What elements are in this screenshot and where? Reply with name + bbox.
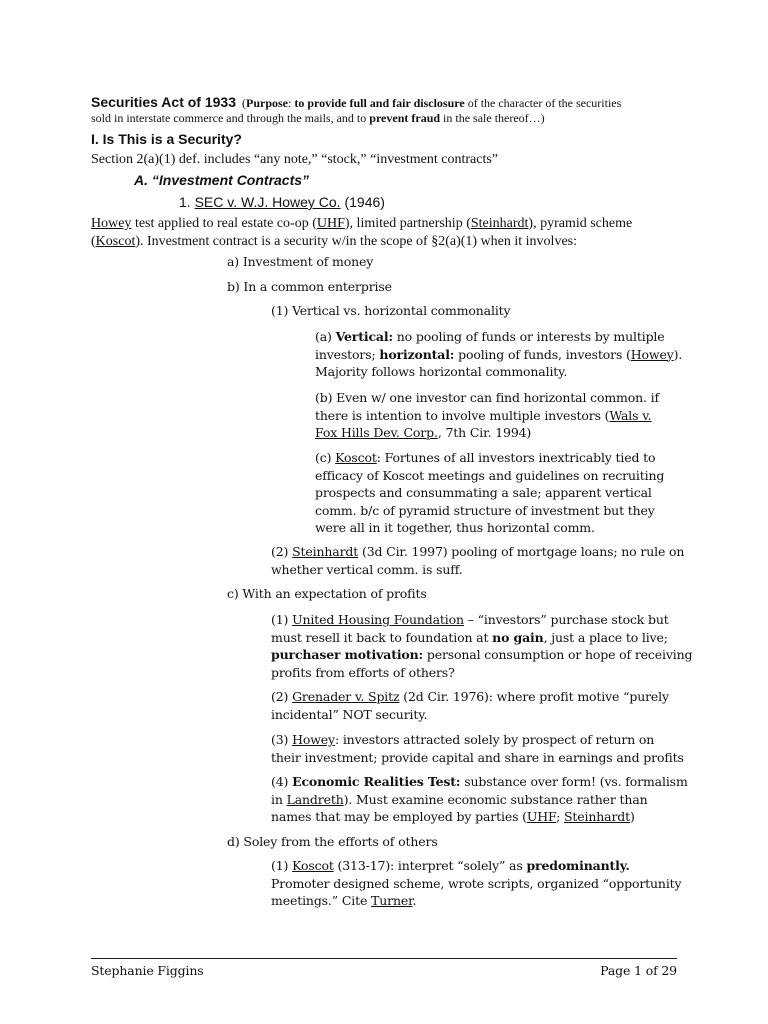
document-title-line: Securities Act of 1933 (Purpose: to provide full and fair disclosure of the character of the securities [91, 94, 622, 110]
footer-page-number: Page 1 of 29 [600, 963, 677, 978]
section-definition: Section 2(a)(1) def. includes “any note,” “stock,” “investment contracts” [91, 152, 499, 167]
outline-item-a: a) Investment of money [227, 254, 374, 269]
document-title-line-2: sold in interstate commerce and through the mails, and to prevent fraud in the sale thereof…) [91, 111, 545, 125]
prevent-fraud-text: prevent fraud [369, 111, 441, 125]
outline-item-b1: (1) Vertical vs. horizontal commonality [271, 303, 511, 318]
subsection-heading-a: A. “Investment Contracts” [134, 172, 310, 188]
purpose-label: Purpose [246, 96, 288, 110]
outline-item-b1c: (c) Koscot: Fortunes of all investors inextricably tied to efficacy of Koscot meetings and guidelines on recruiting prospects and consummating a sale; apparent vertical comm. b/c of pyramid structure of investment but they were all in it together, thus horizontal comm. [315, 450, 665, 536]
act-title: Securities Act of 1933 [91, 94, 236, 110]
footer-divider [91, 958, 677, 959]
howey-test-paragraph: Howey test applied to real estate co-op (UHF), limited partnership (Steinhardt), pyramid scheme (Koscot). Investment contract is a security w/in the scope of §2(a)(1) when it involves: [91, 216, 633, 249]
section-heading-i: I. Is This is a Security? [91, 131, 242, 147]
case-name-howey: SEC v. W.J. Howey Co. [194, 194, 341, 210]
outline-item-b: b) In a common enterprise [227, 279, 392, 294]
purpose-statement: to provide full and fair disclosure [294, 96, 465, 110]
outline-item-b2: (2) Steinhardt (3d Cir. 1997) pooling of mortgage loans; no rule on whether vertical comm. is suff. [271, 544, 685, 577]
outline-item-b1b: (b) Even w/ one investor can find horizontal common. if there is intention to involve multiple investors (Wals v. Fox Hills Dev. Corp., 7th Cir. 1994) [315, 390, 660, 441]
outline-item-d: d) Soley from the efforts of others [227, 834, 438, 849]
case-heading-howey: 1. SEC v. W.J. Howey Co. (1946) [179, 194, 385, 210]
outline-item-d1: (1) Koscot (313-17): interpret “solely” as predominantly. Promoter designed scheme, wrote scripts, organized “opportunity meetings.” Cite Turner. [271, 858, 682, 909]
outline-item-c2: (2) Grenader v. Spitz (2d Cir. 1976): where profit motive “purely incidental” NOT security. [271, 689, 669, 722]
footer-author: Stephanie Figgins [91, 963, 204, 978]
outline-item-c3: (3) Howey: investors attracted solely by prospect of return on their investment; provide capital and share in earnings and profits [271, 732, 684, 765]
outline-item-c1: (1) United Housing Foundation – “investors” purchase stock but must resell it back to foundation at no gain, just a place to live; purchaser motivation: personal consumption or hope of receiving profits from efforts of others? [271, 612, 693, 680]
outline-item-c4: (4) Economic Realities Test: substance over form! (vs. formalism in Landreth). Must examine economic substance rather than names that may be employed by parties (UHF; Steinhardt) [271, 774, 688, 825]
outline-item-c: c) With an expectation of profits [227, 586, 427, 601]
outline-item-b1a: (a) Vertical: no pooling of funds or interests by multiple investors; horizontal: pooling of funds, investors (Howey). Majority follows horizontal commonality. [315, 329, 683, 380]
